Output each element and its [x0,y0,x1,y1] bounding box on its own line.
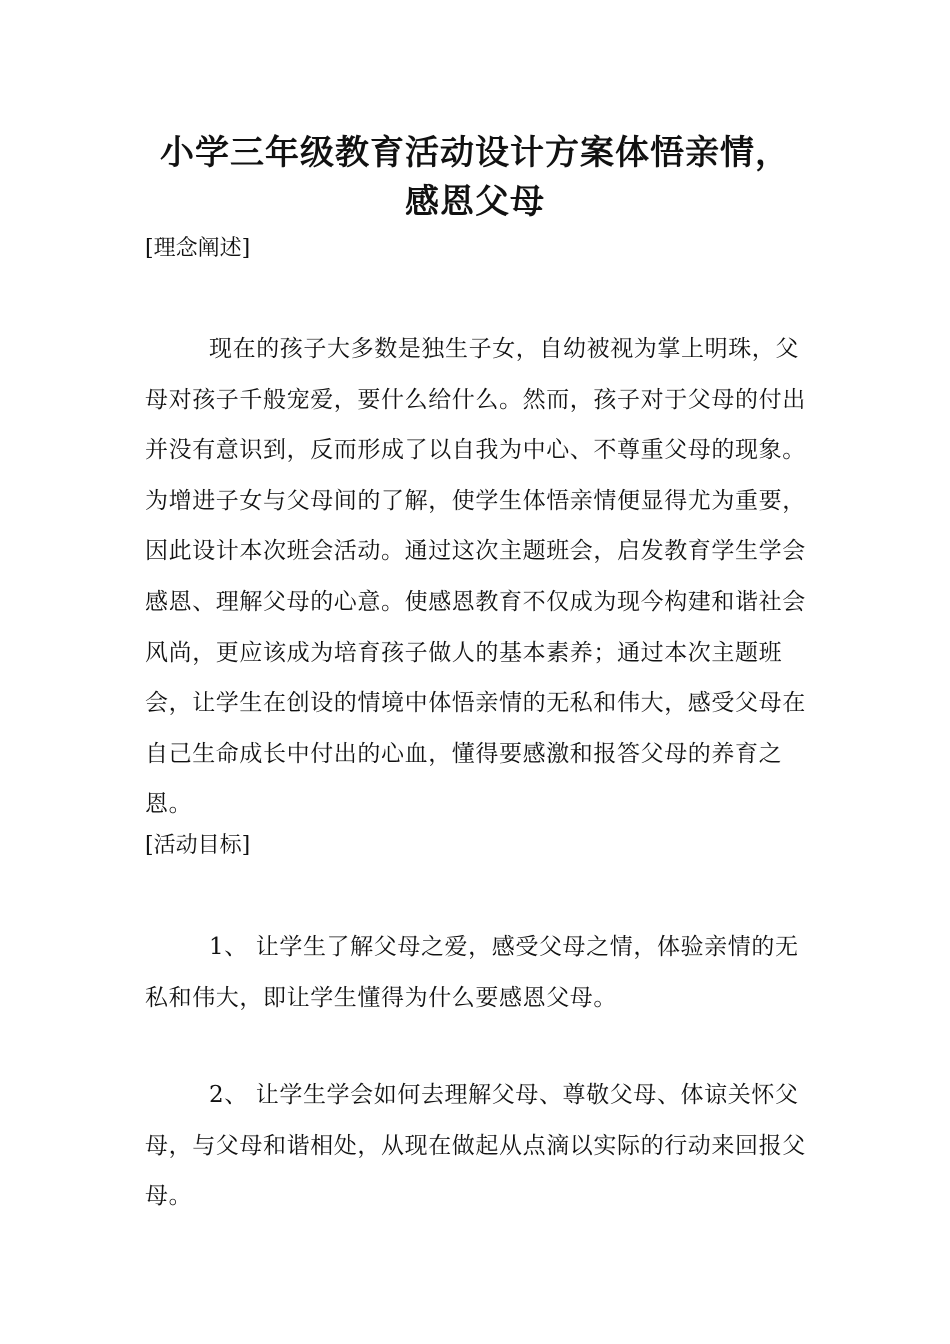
concept-paragraph: 现在的孩子大多数是独生子女，自幼被视为掌上明珠，父母对孩子千般宠爱，要什么给什么。然而，孩子对于父母的付出并没有意识到，反而形成了以自我为中心、不尊重父母的现象。为增进子女与父母间的了解，使学生体悟亲情便显得尤为重要，因此设计本次班会活动。通过这次主题班会，启发教育学生学会感恩、理解父母的心意。使感恩教育不仅成为现今构建和谐社会风尚，更应该成为培育孩子做人的基本素养；通过本次主题班会，让学生在创设的情境中体悟亲情的无私和伟大，感受父母在自己生命成长中付出的心血，懂得要感激和报答父母的养育之恩。 [145,336,806,818]
goal-item-2: 2、 让学生学会如何去理解父母、尊敬父母、体谅关怀父母，与父母和谐相处，从现在做起从点滴以实际的行动来回报父母。 [145,1082,806,1210]
section-heading-concept: [理念阐述] [145,236,251,261]
section-heading-goals: [活动目标] [145,833,251,858]
goal-item-1: 1、 让学生了解父母之爱，感受父母之情，体验亲情的无私和伟大，即让学生懂得为什么要感恩父母。 [145,934,799,1011]
document-title-line-1: 小学三年级教育活动设计方案体悟亲情， [160,133,790,173]
document-title-line-2: 感恩父母 [405,182,545,222]
